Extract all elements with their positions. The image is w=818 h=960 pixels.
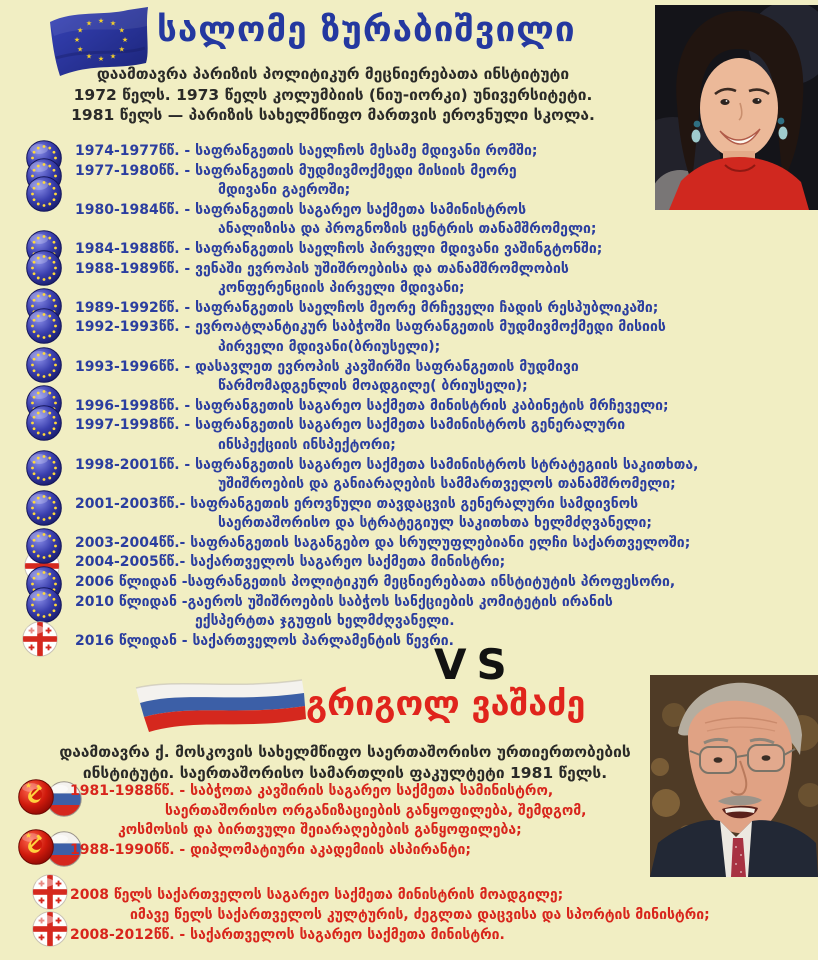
timeline-line: 2003-2004წწ.- საფრანგეთის საგანგებო და სრულუფლებიანი ელჩი საქართველოში; [75,534,691,551]
education-line: დაამთავრა პარიზის პოლიტიკურ მეცნიერებათა ინსტიტუტი [96,65,570,83]
timeline-line: 1980-1984წწ. - საფრანგეთის საგარეო საქმეთა სამინისტროს [75,201,527,218]
svg-text:★: ★ [97,17,105,25]
timeline-line: კოსმოსის და ბირთვული შეიარაღებების განყოფილება; [118,822,522,839]
timeline-line: 1984-1988წწ. - საფრანგეთის საელჩოს პირველი მდივანი ვაშინგტონში; [75,240,603,257]
timeline-line: 2016 წლიდან - საქართველოს პარლამენტის წევრი. [75,632,454,649]
vashadze-title: გრიგოლ ვაშაძე [306,684,586,724]
timeline-line: 1997-1998წწ. - საფრანგეთის საგარეო საქმეთა სამინისტროს გენერალური [75,417,626,434]
education-line: 1972 წელს. 1973 წელს კოლუმბიის (ნიუ-იორკი) უნივერსიტეტი. [73,85,593,104]
svg-text:★: ★ [73,36,81,44]
education-line: ინსტიტუტი. საერთაშორისო სამართლის ფაკულტეტი 1981 წელს. [82,764,608,782]
timeline-line: კონფერენციის პირველი მდივანი; [218,280,465,297]
timeline-line: საერთაშორისო ორგანიზაციების განყოფილება, შემდგომ, [165,802,587,819]
timeline-line: მდივანი გაეროში; [218,182,351,199]
vashadze-education [0,742,690,784]
timeline-line: ანალიზისა და პროგნოზის ცენტრის თანამშრომელი; [218,221,597,238]
vashadze-timeline [0,782,818,945]
svg-text:★: ★ [109,52,117,61]
timeline-line: 2010 წლიდან -გაეროს უშიშროების საბჭოს სანქციების კომიტეტის ირანის [75,593,613,610]
svg-text:★: ★ [118,26,125,35]
timeline-line: 2006 წლიდან -საფრანგეთის პოლიტიკურ მეცნიერებათა ინსტიტუტის პროფესორი, [75,574,676,591]
timeline-line: 2001-2003წწ.- საფრანგეთის ეროვნული თავდაცვის გენერალური სამდივნოს [75,495,639,512]
timeline-line: 1998-2001წწ. - საფრანგეთის საგარეო საქმეთა სამინისტროს სტრატეგიის საკითხთა, [75,456,699,473]
svg-text:★: ★ [118,45,125,54]
svg-text:★: ★ [85,52,93,61]
vs-label: VS [434,640,517,689]
education-line: დაამთავრა ქ. მოსკოვის სახელმწიფო საერთაშორისო ურთიერთობების [59,743,631,761]
timeline-line: 2008 წელს საქართველოს საგარეო საქმეთა მინისტრის მოადგილე; [70,887,564,904]
zurabishvili-education [8,64,658,126]
timeline-line: 1988-1989წწ. - ვენაში ევროპის უშიშროებისა და თანამშრომლობის [75,260,569,277]
timeline-line: საერთაშორისო და სტრატეგიულ საკითხთა ხელმძღვანელი; [218,515,652,532]
russia-waving-flag-icon [134,676,306,734]
timeline-line: წარმომადგენლის მოადგილე( ბრიუსელი); [218,378,528,395]
timeline-line: 2004-2005წწ.- საქართველოს საგარეო საქმეთა მინისტრი; [75,554,506,571]
svg-text:★: ★ [77,45,84,54]
timeline-line: 1989-1992წწ. - საფრანგეთის საელჩოს მეორე მრჩეველი ჩადის რესპუბლიკაში; [75,299,659,316]
timeline-line: იმავე წელს საქართველოს კულტურის, ძეგლთა დაცვისა და სპორტის მინისტრი; [130,906,710,923]
timeline-line: უშიშროების და განიარაღების სამმართველოს თანამშრომელი; [218,476,676,493]
education-line: 1981 წელს — პარიზის სახელმწიფო მართვის ეროვნული სკოლა. [71,106,595,124]
svg-text:★: ★ [121,36,129,44]
timeline-line: 1988-1990წწ. - დიპლომატიური აკადემიის ასპირანტი; [70,841,472,858]
svg-text:★: ★ [85,19,93,28]
svg-text:★: ★ [109,19,117,28]
zurabishvili-timeline [0,142,818,651]
zurabishvili-title: სალომე ზურაბიშვილი [157,10,576,50]
timeline-line: 1996-1998წწ. - საფრანგეთის საგარეო საქმეთა მინისტრის კაბინეტის მრჩეველი; [75,397,669,414]
timeline-line: 1974-1977წწ. - საფრანგეთის საელჩოს მესამე მდივანი რომში; [75,143,538,159]
timeline-line: 2008-2012წწ. - საქართველოს საგარეო საქმეთა მინისტრი. [70,926,505,943]
timeline-line: ექსპერტთა ჯგუფის ხელმძღვანელი. [195,613,455,630]
timeline-line: 1981-1988წწ. - საბჭოთა კავშირის საგარეო საქმეთა სამინისტრო, [70,783,554,799]
timeline-line: 1977-1980წწ. - საფრანგეთის მუდმივმოქმედი მისიის მეორე [75,162,517,179]
svg-text:★: ★ [77,26,84,35]
timeline-line: პირველი მდივანი(ბრიუსელი); [218,338,441,355]
svg-text:★: ★ [97,55,105,63]
timeline-line: 1993-1996წწ. - დასავლეთ ევროპის კავშირში საფრანგეთის მუდმივი [75,358,579,375]
timeline-line: ინსპექციის ინსპექტორი; [218,436,396,453]
timeline-line: 1992-1993წწ. - ევროატლანტიკურ საბჭოში საფრანგეთის მუდმივმოქმედი მისიის [75,319,666,336]
